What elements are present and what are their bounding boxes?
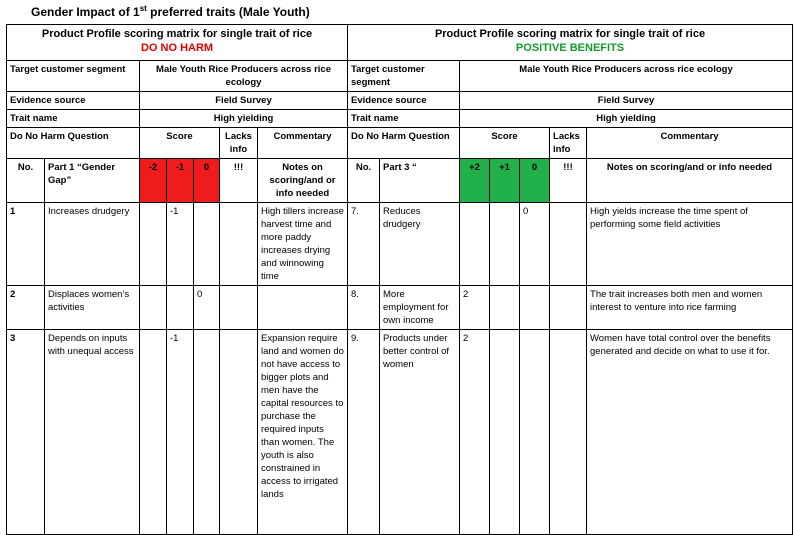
target-row: [7, 61, 793, 92]
score-cell: [490, 286, 520, 330]
row-number: 3: [7, 330, 45, 535]
question-cell: Reduces drudgery: [380, 203, 460, 286]
row-number: 8.: [348, 286, 380, 330]
right-trait-value: High yielding: [460, 110, 793, 128]
right-trait-label: Trait name: [348, 110, 460, 128]
heading-row: [7, 25, 793, 61]
commentary-cell: Women have total control over the benefits generated and decide on what to use it for.: [587, 330, 793, 535]
right-commentary-header: Commentary: [587, 128, 793, 159]
commentary-cell: High yields increase the time spent of performing some field activities: [587, 203, 793, 286]
left-question-header: Do No Harm Question: [7, 128, 140, 159]
left-evidence-value: Field Survey: [140, 92, 348, 110]
trait-row: [7, 110, 793, 128]
question-cell: Displaces women’s activities: [45, 286, 140, 330]
score-plus1-cell: +1: [490, 159, 520, 203]
table-row: [7, 286, 793, 330]
score-cell: [140, 330, 167, 535]
question-cell: Increases drudgery: [45, 203, 140, 286]
question-cell: Products under better control of women: [380, 330, 460, 535]
row-number: 1: [7, 203, 45, 286]
lacks-cell: [550, 203, 587, 286]
table-row: [7, 330, 793, 535]
left-notes-header: Notes on scoring/and or info needed: [258, 159, 348, 203]
right-lacks-mark: !!!: [550, 159, 587, 203]
left-part-header: Part 1 “Gender Gap”: [45, 159, 140, 203]
right-evidence-value: Field Survey: [460, 92, 793, 110]
score-cell: 2: [460, 330, 490, 535]
score-cell: [490, 330, 520, 535]
score-cell: [194, 330, 220, 535]
column-header-row: [7, 128, 793, 159]
lacks-cell: [220, 286, 258, 330]
score-cell: [460, 203, 490, 286]
right-score-header: Score: [460, 128, 550, 159]
commentary-cell: The trait increases both men and women interest to venture into rice farming: [587, 286, 793, 330]
left-evidence-label: Evidence source: [7, 92, 140, 110]
score-cell: [520, 286, 550, 330]
left-lacks-mark: !!!: [220, 159, 258, 203]
commentary-cell: Expansion require land and women do not have access to bigger plots and men have the capital resources to purchase the required inputs than women. The youth is also constrained in access to irrigated lands: [258, 330, 348, 535]
row-number: 7.: [348, 203, 380, 286]
positive-benefits-label: POSITIVE BENEFITS: [515, 42, 625, 54]
lacks-cell: [550, 330, 587, 535]
commentary-cell: [258, 286, 348, 330]
score-cell: 0: [194, 286, 220, 330]
left-target-value: Male Youth Rice Producers across rice ecology: [140, 61, 348, 92]
score-cell: [140, 203, 167, 286]
score-cell: [520, 330, 550, 535]
lacks-cell: [220, 330, 258, 535]
left-trait-value: High yielding: [140, 110, 348, 128]
score-zero-green-cell: 0: [520, 159, 550, 203]
right-target-label: Target customer segment: [348, 61, 460, 92]
row-number: 2: [7, 286, 45, 330]
question-cell: Depends on inputs with unequal access: [45, 330, 140, 535]
question-cell: More employment for own income: [380, 286, 460, 330]
right-no-header: No.: [348, 159, 380, 203]
left-no-header: No.: [7, 159, 45, 203]
left-trait-label: Trait name: [7, 110, 140, 128]
right-lacks-header: Lacks info: [550, 128, 587, 159]
lacks-cell: [220, 203, 258, 286]
score-minus1-cell: -1: [167, 159, 194, 203]
score-cell: [167, 286, 194, 330]
left-lacks-header: Lacks info: [220, 128, 258, 159]
left-commentary-header: Commentary: [258, 128, 348, 159]
score-cell: [490, 203, 520, 286]
score-cell: -1: [167, 203, 194, 286]
right-target-value: Male Youth Rice Producers across rice ecology: [460, 61, 793, 92]
score-cell: -1: [167, 330, 194, 535]
score-cell: 0: [520, 203, 550, 286]
score-cell: [194, 203, 220, 286]
right-heading: Product Profile scoring matrix for single trait of rice POSITIVE BENEFITS: [348, 25, 793, 61]
score-zero-red-cell: 0: [194, 159, 220, 203]
page-title: Gender Impact of 1st preferred traits (Male Youth): [31, 4, 310, 19]
score-plus2-cell: +2: [460, 159, 490, 203]
right-question-header: Do No Harm Question: [348, 128, 460, 159]
lacks-cell: [550, 286, 587, 330]
scoring-matrix-table: [6, 24, 793, 535]
left-score-header: Score: [140, 128, 220, 159]
left-target-label: Target customer segment: [7, 61, 140, 92]
evidence-row: [7, 92, 793, 110]
score-cell: 2: [460, 286, 490, 330]
do-no-harm-label: DO NO HARM: [140, 42, 214, 54]
score-minus2-cell: -2: [140, 159, 167, 203]
subheader-row: [7, 159, 793, 203]
right-notes-header: Notes on scoring/and or info needed: [587, 159, 793, 203]
row-number: 9.: [348, 330, 380, 535]
table-row: [7, 203, 793, 286]
score-cell: [140, 286, 167, 330]
left-heading: Product Profile scoring matrix for single trait of rice DO NO HARM: [7, 25, 348, 61]
right-part-header: Part 3 “: [380, 159, 460, 203]
commentary-cell: High tillers increase harvest time and more paddy increases drying and winnowing time: [258, 203, 348, 286]
right-evidence-label: Evidence source: [348, 92, 460, 110]
